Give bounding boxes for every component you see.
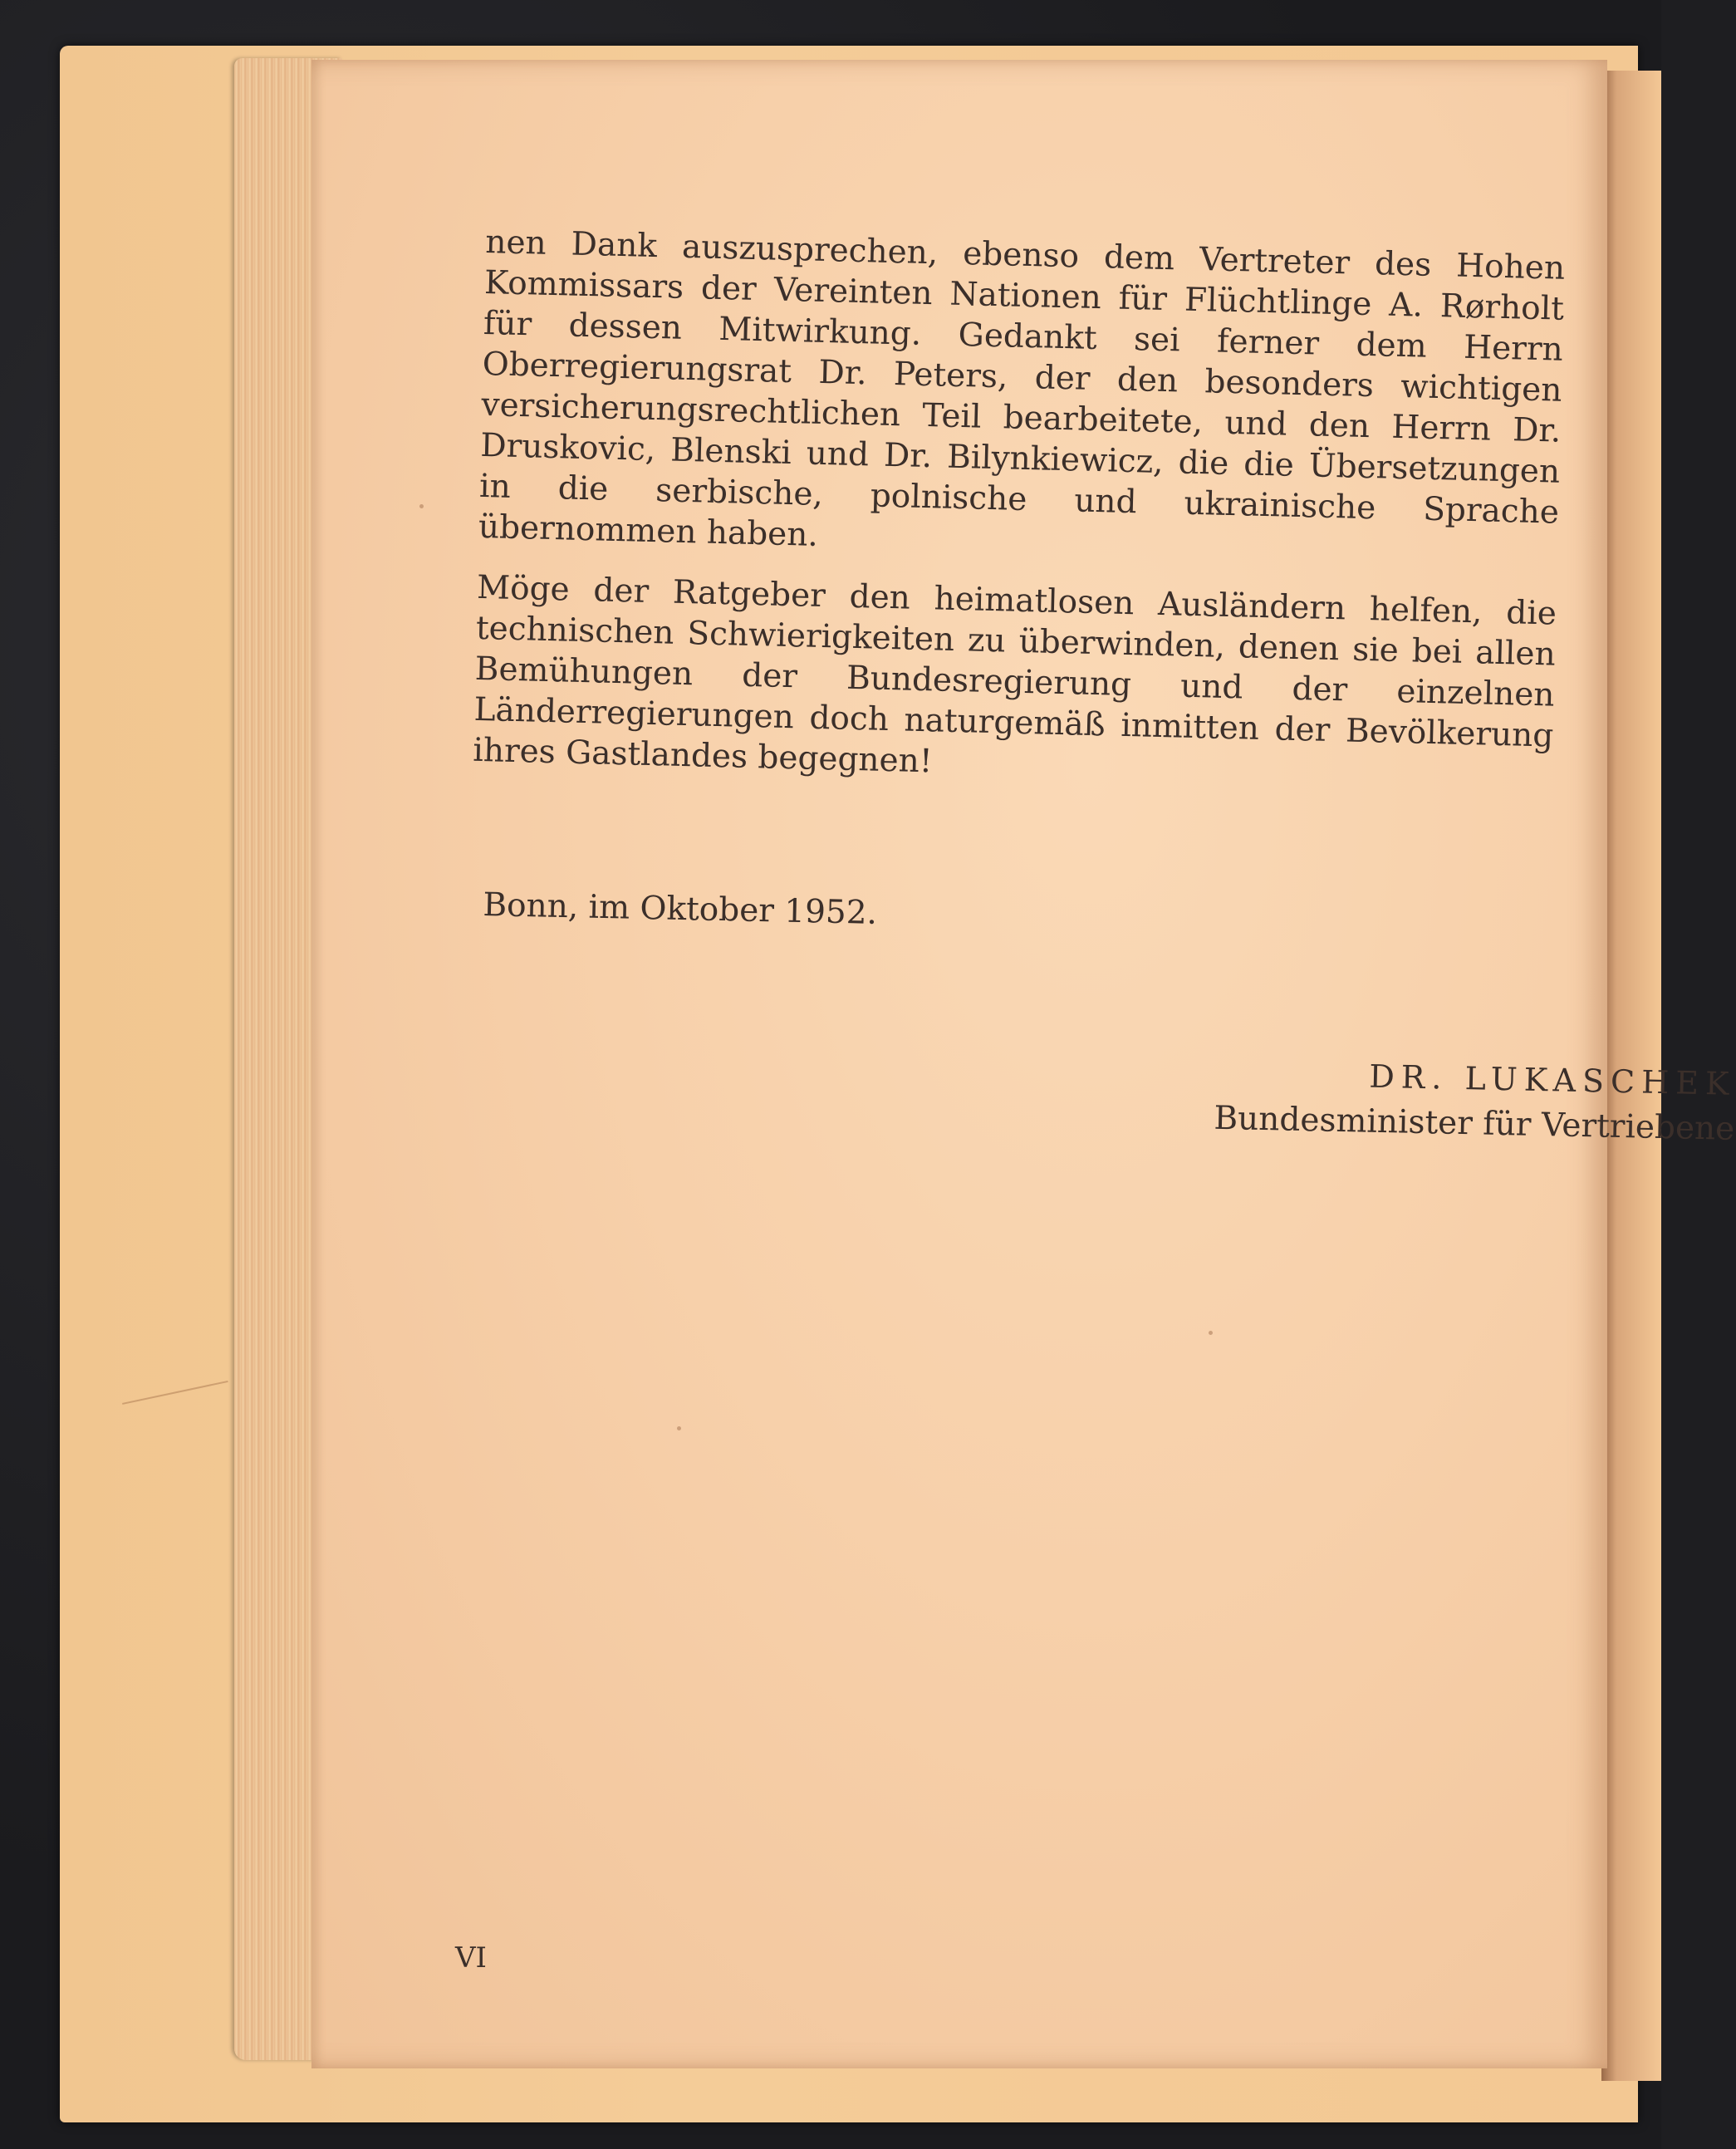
cover-crease	[122, 1381, 235, 1437]
signature-block	[1103, 1052, 1736, 1148]
place-date-line: Bonn, im Oktober 1952.	[483, 886, 878, 932]
paragraph-2: Möge der Ratgeber den heimatlosen Ausländern helfen, die technischen Schwierigkeiten zu überwinden, denen sie bei allen Bemühungen der Bundesregierung und der einzelnen Länderregierungen doch naturgemäß inmitten der Bevölkerung ihres Gastlandes begegnen!	[472, 568, 1557, 781]
signatory-title: Bundesminister für Vertriebene	[1214, 1099, 1735, 1148]
body-text	[472, 222, 1565, 817]
paragraph-1: nen Dank auszusprechen, ebenso dem Vertreter des Hohen Kommissars der Vereinten Nationen für Flüchtlinge A. Rørholt für dessen Mitwirkung. Gedankt sei ferner dem Herrn Oberregierungsrat Dr. Peters, der den besonders wichtigen versicherungsrechtlichen Teil bearbeitete, und den Herrn Dr. Druskovic, Blenski und Dr. Bilynkiewicz, die die Übersetzungen in die serbische, polnische und ukrainische Sprache übernommen haben.	[478, 223, 1566, 554]
paper-speck	[1209, 1331, 1213, 1335]
book-page	[311, 60, 1736, 2068]
signatory-name: DR. LUKASCHEK	[1368, 1057, 1736, 1102]
paper-speck	[677, 1426, 681, 1430]
paper-speck	[419, 504, 424, 508]
page-number: VI	[455, 1941, 487, 1975]
